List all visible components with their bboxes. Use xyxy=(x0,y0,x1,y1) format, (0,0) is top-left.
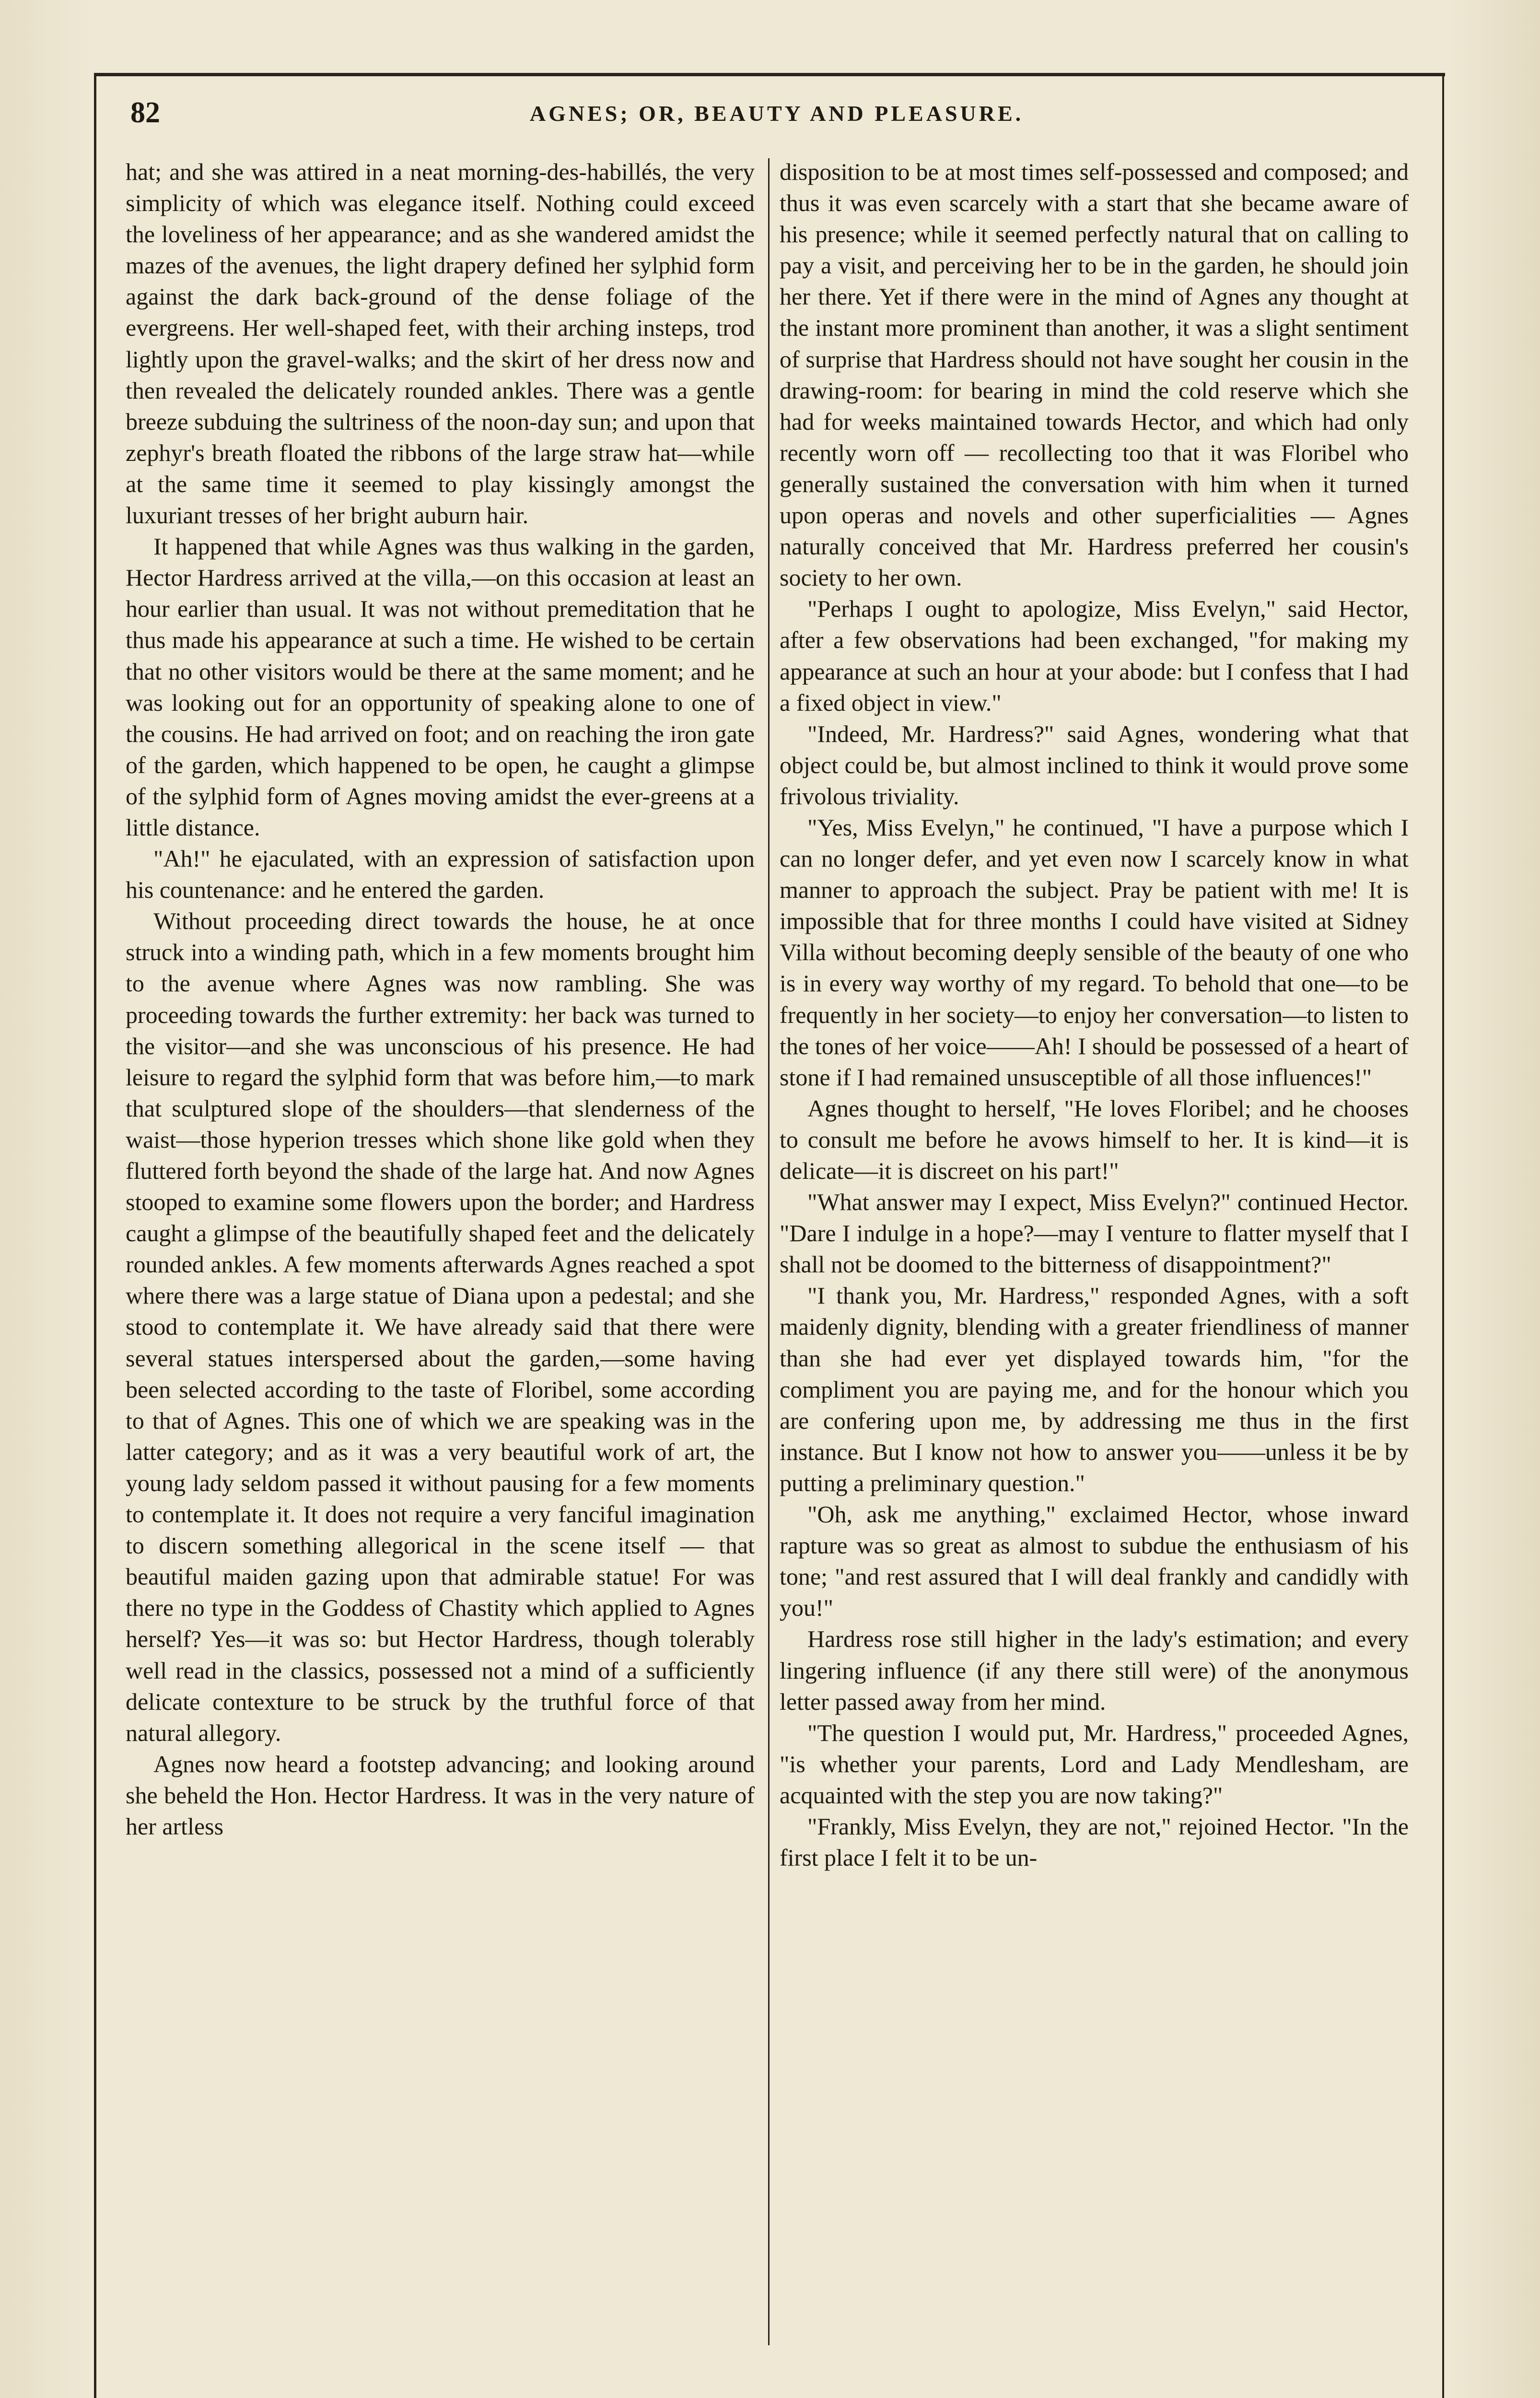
paragraph: Agnes now heard a footstep advancing; and looking around she beheld the Hon. Hector Hardress. It was in the very nature of her artless xyxy=(126,1750,755,1840)
page-number: 82 xyxy=(130,96,160,129)
paragraph: It happened that while Agnes was thus walking in the garden, Hector Hardress arrived at the villa,—on this occasion at least an hour earlier than usual. It was not without premeditation that he thus made his appearance at such a time. He wished to be certain that no other visitors would be there at the same moment; and he was looking out for an opportunity of speaking alone to one of the cousins. He had arrived on foot; and on reaching the iron gate of the garden, which happened to be open, he caught a glimpse of the sylphid form of Agnes moving amidst the ever-greens at a little distance. xyxy=(126,533,755,841)
paragraph: "Frankly, Miss Evelyn, they are not," rejoined Hector. "In the first place I felt it to be un- xyxy=(780,1812,1409,1871)
paragraph: disposition to be at most times self-possessed and composed; and thus it was even scarcely with a start that she became aware of his presence; while it seemed perfectly natural that on calling to pay a visit, and perceiving her to be in the garden, he should join her there. Yet if there were in the mind of Agnes any thought at the instant more prominent than another, it was a slight sentiment of surprise that Hardress should not have sought her cousin in the drawing-room: for bearing in mind the cold reserve which she had for weeks maintained towards Hector, and which had only recently worn off — recollecting too that it was Floribel who generally sustained the conversation with him when it turned upon operas and novels and other superficialities — Agnes naturally conceived that Mr. Hardress preferred her cousin's society to her own. xyxy=(780,158,1409,591)
paragraph: "Ah!" he ejaculated, with an expression of satisfaction upon his countenance: and he entered the garden. xyxy=(126,845,755,904)
paragraph: "The question I would put, Mr. Hardress," proceeded Agnes, "is whether your parents, Lord and Lady Mendlesham, are acquainted with the step you are now taking?" xyxy=(780,1719,1409,1809)
paragraph: "What answer may I expect, Miss Evelyn?" continued Hector. "Dare I indulge in a hope?—may I venture to flatter myself that I shall not be doomed to the bitterness of disappointment?" xyxy=(780,1188,1409,1278)
paragraph: "Perhaps I ought to apologize, Miss Evelyn," said Hector, after a few observations had been exchanged, "for making my appearance at such an hour at your abode: but I confess that I had a fixed object in view." xyxy=(780,595,1409,716)
paragraph: "Oh, ask me anything," exclaimed Hector, whose inward rapture was so great as almost to subdue the enthusiasm of his tone; "and rest assured that I will deal frankly and candidly with you!" xyxy=(780,1501,1409,1622)
paragraph: Agnes thought to herself, "He loves Floribel; and he chooses to consult me before he avows himself to her. It is kind—it is delicate—it is discreet on his part!" xyxy=(780,1094,1409,1184)
paragraph: hat; and she was attired in a neat morning-des-habillés, the very simplicity of which was elegance itself. Nothing could exceed the loveliness of her appearance; and as she wandered amidst the mazes of the avenues, the light drapery defined her sylphid form against the dark back-ground of the dense foliage of the evergreens. Her well-shaped feet, with their arching insteps, trod lightly upon the gravel-walks; and the skirt of her dress now and then revealed the delicately rounded ankles. There was a gentle breeze subduing the sultriness of the noon-day sun; and upon that zephyr's breath floated the ribbons of the large straw hat—while at the same time it seemed to play kissingly amongst the luxuriant tresses of her bright auburn hair. xyxy=(126,158,755,529)
paragraph: "I thank you, Mr. Hardress," responded Agnes, with a soft maidenly dignity, blending with a greater friendliness of manner than she had ever yet displayed towards him, "for the compliment you are paying me, and for the honour which you are confering upon me, by addressing me thus in the first instance. But I know not how to answer you——unless it be by putting a preliminary question." xyxy=(780,1282,1409,1496)
top-rule xyxy=(94,73,1445,76)
paragraph: Without proceeding direct towards the house, he at once struck into a winding path, which in a few moments brought him to the avenue where Agnes was now rambling. She was proceeding towards the further extremity: her back was turned to the visitor—and she was unconscious of his presence. He had leisure to regard the sylphid form that was before him,—to mark that sculptured slope of the shoulders—that slenderness of the waist—those hyperion tresses which shone like gold when they fluttered forth beyond the shade of the large hat. And now Agnes stooped to examine some flowers upon the border; and Hardress caught a glimpse of the beautifully shaped feet and the delicately rounded ankles. A few moments afterwards Agnes reached a spot where there was a large statue of Diana upon a pedestal; and she stood to contemplate it. We have already said that there were several statues interspersed about the garden,—some having been selected according to the taste of Floribel, some according to that of Agnes. This one of which we are speaking was in the latter category; and as it was a very beautiful work of art, the young lady seldom passed it without pausing for a few moments to contemplate it. It does not require a very fanciful imagination to discern something allegorical in the scene itself — that beautiful maiden gazing upon that admirable statue! For was there no type in the Goddess of Chastity which applied to Agnes herself? Yes—it was so: but Hector Hardress, though tolerably well read in the classics, possessed not a mind of a sufficiently delicate contexture to be struck by the truthful force of that natural allegory. xyxy=(126,907,755,1746)
column-gutter-rule xyxy=(768,158,770,2345)
paragraph: "Indeed, Mr. Hardress?" said Agnes, wondering what that object could be, but almost inclined to think it would prove some frivolous triviality. xyxy=(780,720,1409,810)
right-text-column xyxy=(780,156,1409,1873)
right-border-rule xyxy=(1442,73,1444,2398)
page-header xyxy=(125,96,1429,134)
paragraph: Hardress rose still higher in the lady's estimation; and every lingering influence (if any there still were) of the anonymous letter passed away from her mind. xyxy=(780,1625,1409,1715)
running-head: AGNES; OR, BEAUTY AND PLEASURE. xyxy=(529,101,1024,126)
paragraph: "Yes, Miss Evelyn," he continued, "I have a purpose which I can no longer defer, and yet even now I scarcely know in what manner to approach the subject. Pray be patient with me! It is impossible that for three months I could have visited at Sidney Villa without becoming deeply sensible of the beauty of one who is in every way worthy of my regard. To behold that one—to be frequently in her society—to enjoy her conversation—to listen to the tones of her voice——Ah! I should be possessed of a heart of stone if I had remained unsusceptible of all those influences!" xyxy=(780,813,1409,1091)
left-text-column xyxy=(126,156,755,1842)
left-border-rule xyxy=(94,73,96,2398)
